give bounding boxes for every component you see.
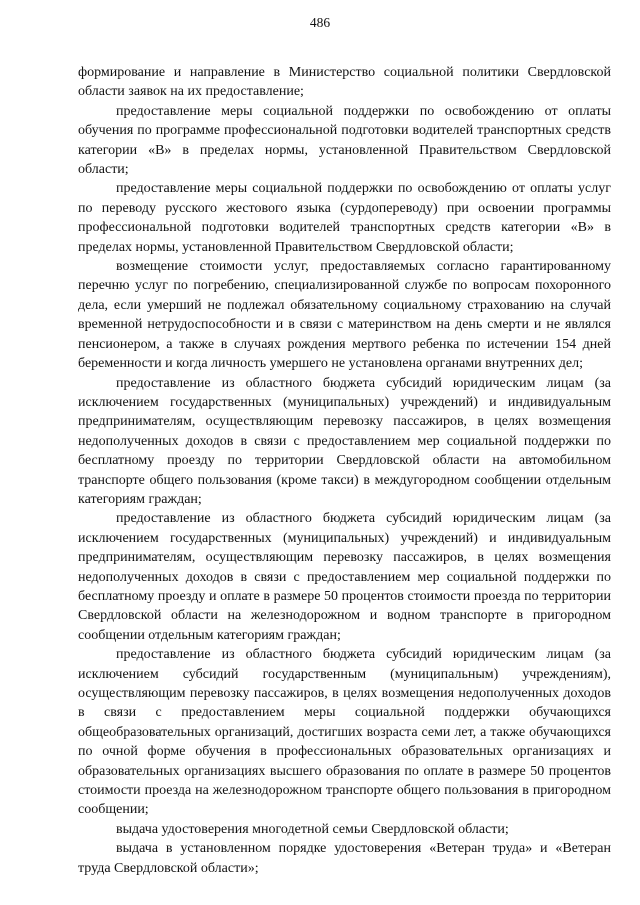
paragraph-2: предоставление меры социальной поддержки по освобождению от оплаты обучения по программе профессиональной подготовки водителей транспортных средств категории «В» в пределах нормы, установленной Правительством Свердловской области; bbox=[78, 103, 611, 178]
paragraph-6: предоставление из областного бюджета субсидий юридическим лицам (за исключением государственных (муниципальных) учреждений) и индивидуальным предпринимателям, осуществляющим перевозку пассажиров, в целях возмещения недополученных доходов в связи с предоставлением мер социальной поддержки по бесплатному проезду и оплате в размере 50 процентов стоимости проезда по территории Свердловской области на железнодорожном и водном транспорте в пригородном сообщении отдельным категориям граждан; bbox=[78, 511, 611, 643]
paragraph-8: выдача удостоверения многодетной семьи Свердловской области; bbox=[116, 821, 509, 837]
paragraph-5: предоставление из областного бюджета субсидий юридическим лицам (за исключением государственных (муниципальных) учреждений) и индивидуальным предпринимателям, осуществляющим перевозку пассажиров, в целях возмещения недополученных доходов в связи с предоставлением мер социальной поддержки по бесплатному проезду по территории Свердловской области на автомобильном транспорте общего пользования (кроме такси) в междугородном сообщении отдельным категориям граждан; bbox=[78, 375, 611, 507]
paragraph-7: предоставление из областного бюджета субсидий юридическим лицам (за исключением субсидий государственным (муниципальным) учреждениям), осуществляющим перевозку пассажиров, в целях возмещения недополученных доходов в связи с предоставлением меры социальной поддержки обучающихся общеобразовательных организаций, достигших возраста семи лет, а также обучающихся по очной форме обучения в профессиональных образовательных организациях и образовательных организациях высшего образования по оплате в размере 50 процентов стоимости проезда на железнодорожном транспорте общего пользования в пригородном сообщении; bbox=[78, 647, 611, 818]
paragraph-4: возмещение стоимости услуг, предоставляемых согласно гарантированному перечню услуг по погребению, специализированной службе по вопросам похоронного дела, если умерший не подлежал обязательному социальному страхованию на случай временной нетрудоспособности и в связи с материнством на день смерти и не являлся пенсионером, а также в случаях рождения мертвого ребенка по истечении 154 дней беременности и когда личность умершего не установлена органами внутренних дел; bbox=[78, 259, 611, 372]
paragraph-3: предоставление меры социальной поддержки по освобождению от оплаты услуг по переводу русского жестового языка (сурдопереводу) при освоении программы профессиональной подготовки водителей транспортных средств категории «В» в пределах нормы, установленной Правительством Свердловской области; bbox=[78, 181, 611, 255]
page-number: 486 bbox=[309, 15, 331, 30]
document-body bbox=[78, 63, 611, 878]
paragraph-1: формирование и направление в Министерство социальной политики Свердловской области заявок на их предоставление; bbox=[78, 65, 611, 100]
paragraph-9: выдача в установленном порядке удостоверения «Ветеран труда» и «Ветеран труда Свердловской области»; bbox=[78, 841, 611, 876]
